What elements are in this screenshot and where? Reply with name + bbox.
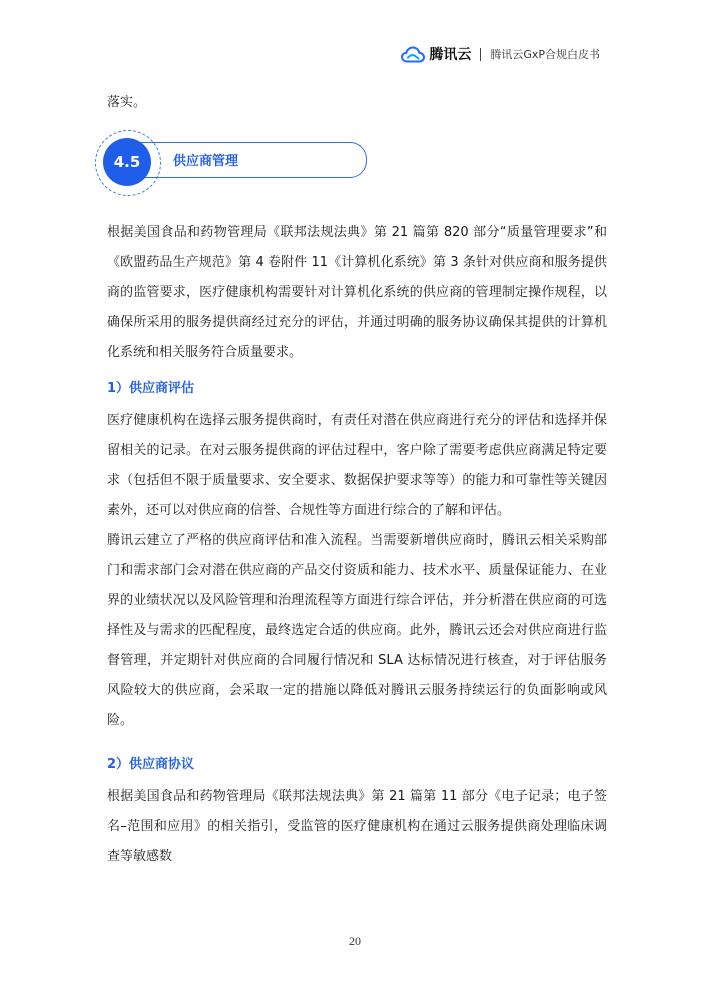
header-divider [480, 48, 481, 61]
page-content [107, 88, 607, 872]
subheading-supplier-agreement: 2）供应商协议 [107, 757, 195, 772]
section-heading [99, 134, 607, 192]
page-number: 20 [349, 934, 361, 948]
paragraph-3: 腾讯云建立了严格的供应商评估和准入流程。当需要新增供应商时，腾讯云相关采购部门和需求部门会对潜在供应商的产品交付资质和能力、技术水平、质量保证能力、在业界的业绩状况以及风险管理和治理流程等方面进行综合评估，并分析潜在供应商的可选择性及与需求的匹配程度，最终选定合适的供应商。此外，腾讯云还会对供应商进行监督管理，并定期针对供应商的合同履行情况和 SLA 达标情况进行核查，对于评估服务风险较大的供应商，会采取一定的措施以降低对腾讯云服务持续运行的负面影响或风险。 [107, 533, 607, 728]
brand-logo [401, 44, 471, 64]
paragraph-4: 根据美国食品和药物管理局《联邦法规法典》第 21 篇第 11 部分《电子记录；电子签名–范围和应用》的相关指引，受监管的医疗健康机构在通过云服务提供商处理临床调查等敏感数 [107, 789, 607, 864]
document-title: 腾讯云GxP合规白皮书 [490, 48, 600, 61]
brand-name: 腾讯云 [429, 47, 472, 63]
paragraph-intro: 落实。 [107, 95, 147, 110]
paragraph-1: 根据美国食品和药物管理局《联邦法规法典》第 21 篇第 820 部分“质量管理要求”和《欧盟药品生产规范》第 4 卷附件 11《计算机化系统》第 3 条针对供应商和服务提供商的监管要求，医疗健康机构需要针对计算机化系统的供应商的管理制定操作规程，以确保所采用的服务提供商经过充分的评估，并通过明确的服务协议确保其提供的计算机化系统和相关服务符合质量要求。 [107, 225, 607, 360]
tencent-cloud-logo-icon [401, 46, 425, 63]
page-header [401, 44, 600, 64]
section-title: 供应商管理 [173, 154, 239, 169]
paragraph-2: 医疗健康机构在选择云服务提供商时，有责任对潜在供应商进行充分的评估和选择并保留相关的记录。在对云服务提供商的评估过程中，客户除了需要考虑供应商满足特定要求（包括但不限于质量要求、安全要求、数据保护要求等等）的能力和可靠性等关键因素外，还可以对供应商的信誉、合规性等方面进行综合的了解和评估。 [107, 413, 607, 518]
section-number-badge: 4.5 [103, 138, 151, 186]
subheading-supplier-evaluation: 1）供应商评估 [107, 381, 195, 396]
